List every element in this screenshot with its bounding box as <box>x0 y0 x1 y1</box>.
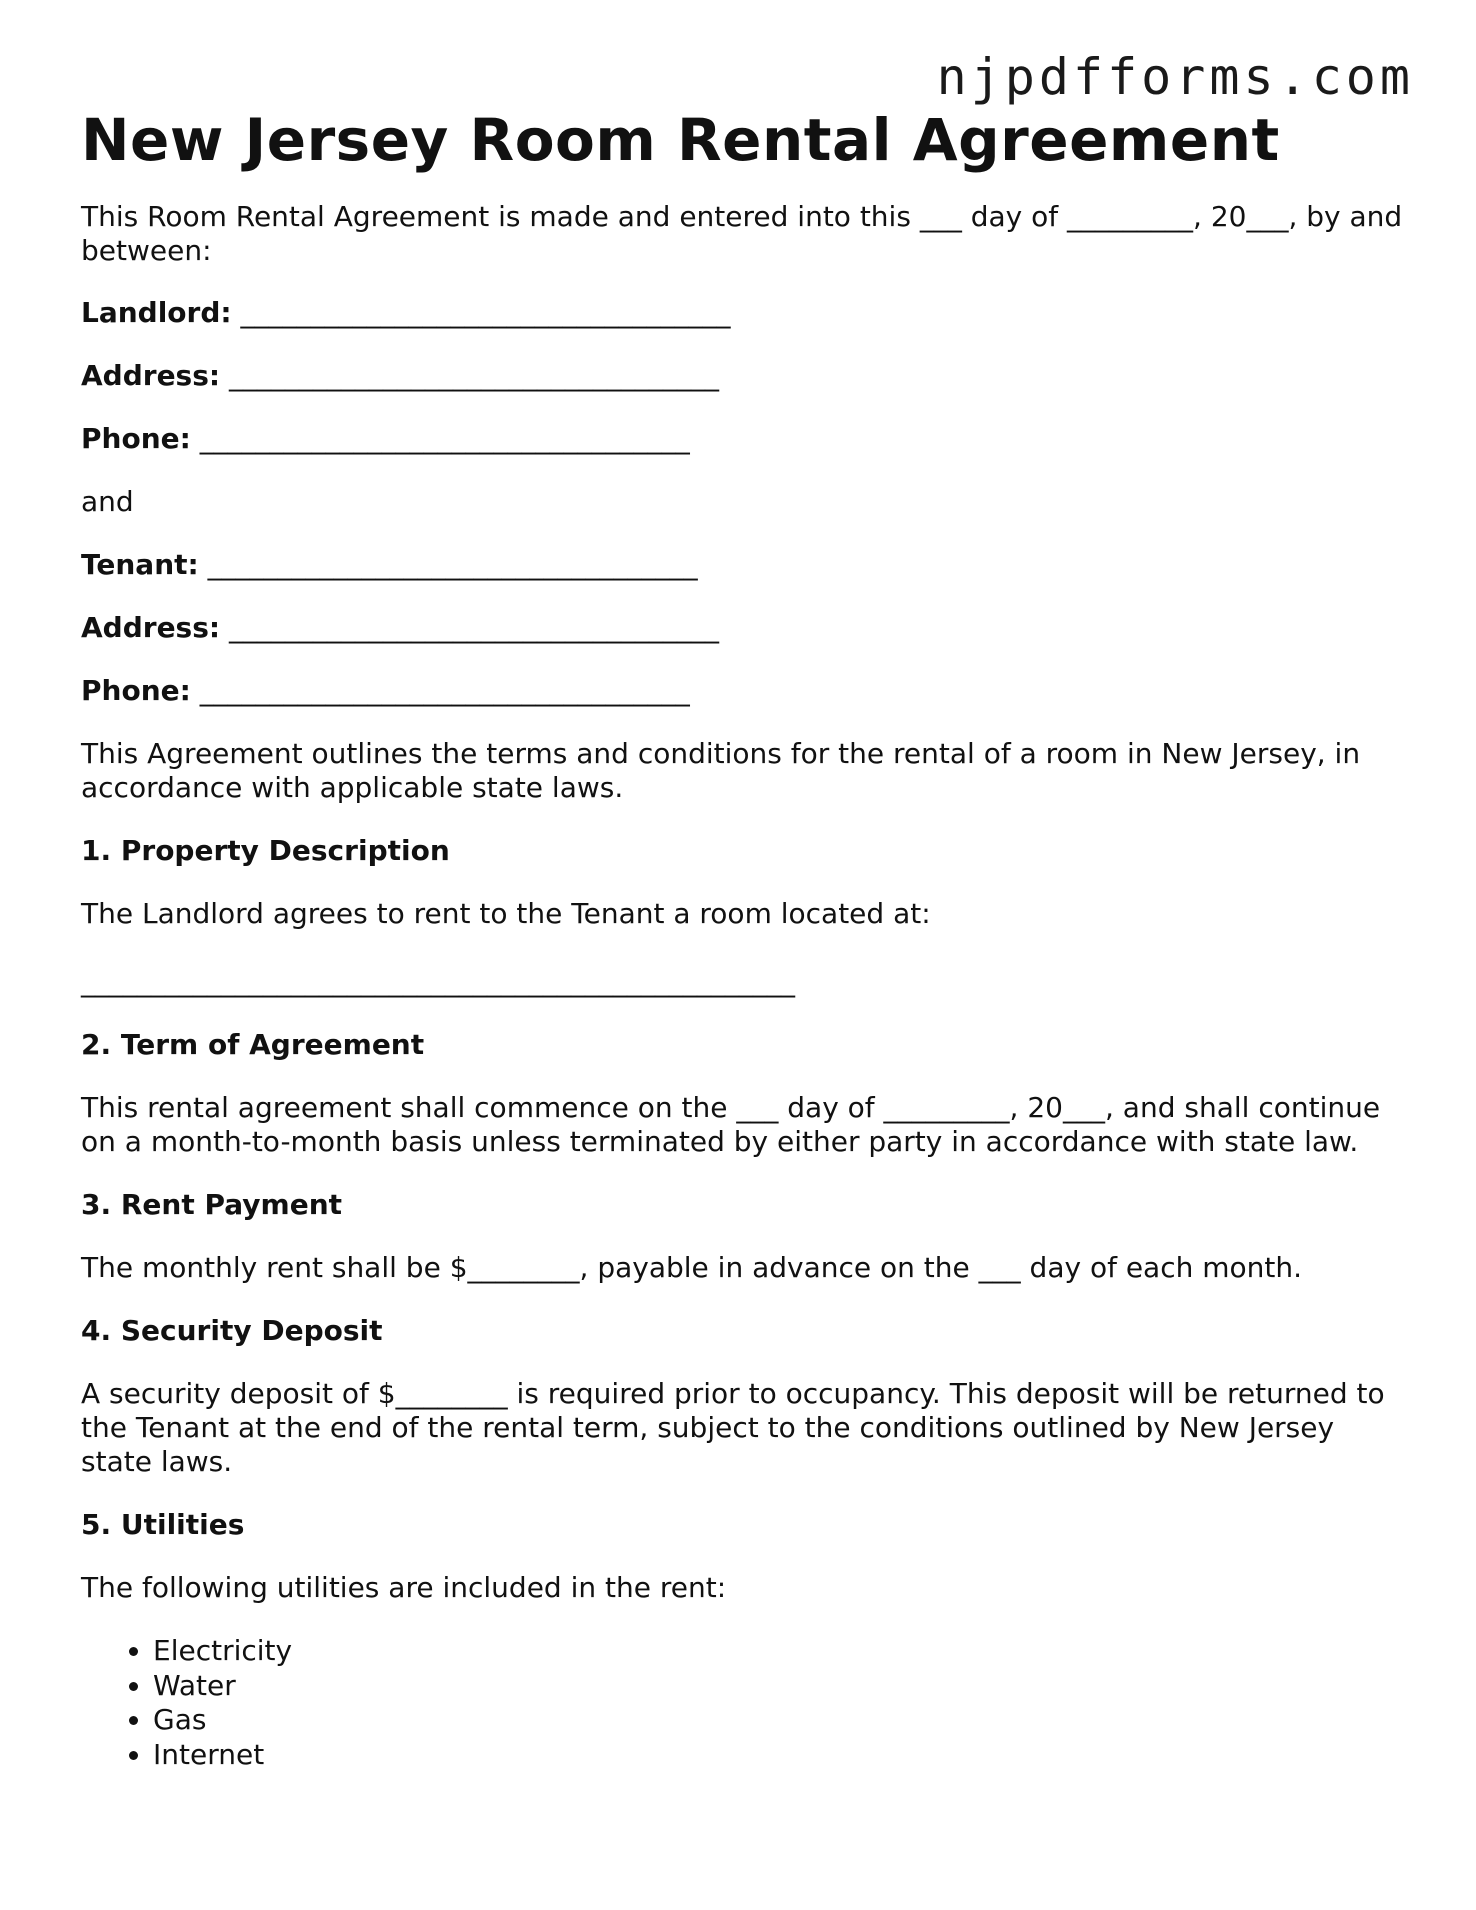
document-title: New Jersey Room Rental Agreement <box>81 106 1280 174</box>
utilities-list <box>81 1634 1411 1772</box>
section-term-body: This rental agreement shall commence on the ___ day of _________, 20___, and shall continue on a month-to-month basis unless terminated by either party in accordance with state law. <box>81 1091 1381 1158</box>
tenant-name-field <box>81 548 1411 582</box>
section-property-body: The Landlord agrees to rent to the Tenant a room located at: <box>81 897 931 930</box>
landlord-name-blank: ___________________________________ <box>240 296 731 329</box>
tenant-address-field <box>81 611 1411 645</box>
tenant-name-label: Tenant: <box>81 548 199 581</box>
landlord-phone-field <box>81 422 1411 456</box>
section-rent-title: 3. Rent Payment <box>81 1188 343 1221</box>
section-rent-body: The monthly rent shall be $________, payable in advance on the ___ day of each month. <box>81 1251 1303 1284</box>
section-deposit-body: A security deposit of $________ is required prior to occupancy. This deposit will be returned to the Tenant at the end of the rental term, subject to the conditions outlined by New Jersey state laws. <box>81 1377 1385 1478</box>
intro-paragraph: This Room Rental Agreement is made and entered into this ___ day of _________, 20___, by and between: <box>81 200 1403 267</box>
section-deposit-title: 4. Security Deposit <box>81 1314 383 1347</box>
list-item: • Internet <box>153 1738 1411 1773</box>
tenant-phone-blank: ___________________________________ <box>199 674 690 707</box>
list-item: • Water <box>153 1669 1411 1704</box>
section-utilities-body: The following utilities are included in the rent: <box>81 1571 727 1604</box>
tenant-address-label: Address: <box>81 611 221 644</box>
tenant-phone-field <box>81 674 1411 708</box>
section-property-title: 1. Property Description <box>81 834 450 867</box>
landlord-address-label: Address: <box>81 359 221 392</box>
list-item: • Gas <box>153 1703 1411 1738</box>
list-item: • Electricity <box>153 1634 1411 1669</box>
landlord-phone-label: Phone: <box>81 422 191 455</box>
tenant-address-blank: ___________________________________ <box>229 611 719 644</box>
and-separator: and <box>81 485 134 518</box>
landlord-name-field <box>81 296 1411 330</box>
outline-paragraph: This Agreement outlines the terms and conditions for the rental of a room in New Jersey, in accordance with applicable state laws. <box>81 737 1361 804</box>
tenant-name-blank: ___________________________________ <box>207 548 698 581</box>
landlord-address-blank: ___________________________________ <box>229 359 719 392</box>
section-term-title: 2. Term of Agreement <box>81 1028 425 1061</box>
site-watermark: njpdfforms.com <box>936 48 1414 106</box>
landlord-phone-blank: ___________________________________ <box>199 422 690 455</box>
section-utilities-title: 5. Utilities <box>81 1508 245 1541</box>
document-page <box>81 100 1411 1772</box>
landlord-name-label: Landlord: <box>81 296 232 329</box>
landlord-address-field <box>81 359 1411 393</box>
property-address-blank: ___________________________________________________ <box>81 965 795 998</box>
tenant-phone-label: Phone: <box>81 674 191 707</box>
